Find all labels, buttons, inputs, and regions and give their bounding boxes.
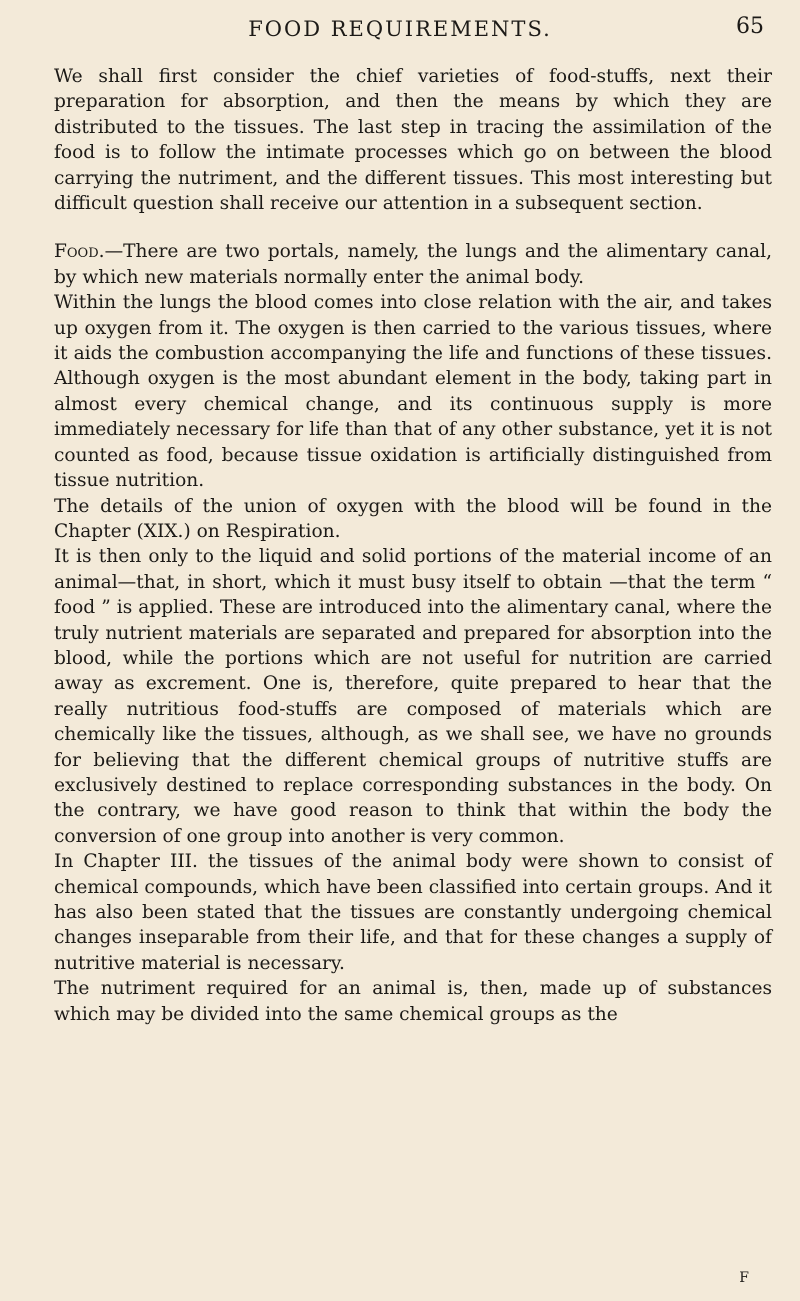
paragraph-nutriment: The nutriment required for an animal is, then, made up of substances which may be divided into the same chemical groups as the [54, 978, 772, 1025]
signature-mark: F [739, 1270, 749, 1286]
paragraph-chapter-three: In Chapter III. the tissues of the animal body were shown to consist of chemical compounds, which have been classified into certain groups. And it has also been stated that the tissues are constantly undergoing chemical changes inseparable from their life, and that for these changes a supply of nutritive material is necessary. [54, 851, 772, 974]
paragraph-oxygen: Within the lungs the blood comes into close relation with the air, and takes up oxygen from it. The oxygen is then carried to the various tissues, where it aids the combustion accompanying the life and functions of these tissues. Although oxygen is the most abundant element in the body, taking part in almost every chemical change, and its continuous supply is more immediately necessary for life than that of any other substance, yet it is not counted as food, because tissue oxidation is artificially distinguished from tissue nutrition. [54, 292, 772, 492]
paragraph-food-body: —There are two portals, namely, the lungs and the alimentary canal, by which new materials normally enter the animal body. [54, 241, 772, 288]
paragraph-intro: We shall first consider the chief varieties of food-stuffs, next their preparation for absorption, and then the means by which they are distributed to the tissues. The last step in tracing the assimilation of the food is to follow the intimate processes which go on between the blood carrying the nutriment, and the different tissues. This most interesting but difficult question shall receive our attention in a subsequent section. [54, 66, 772, 215]
paragraph-gap [54, 216, 772, 239]
body-text [54, 64, 772, 1027]
page-number: 65 [736, 14, 764, 39]
section-heading-food: Food. [54, 241, 105, 263]
paragraph-respiration-ref: The details of the union of oxygen with the blood will be found in the Chapter (XIX.) on Respiration. [54, 495, 772, 542]
running-title: FOOD REQUIREMENTS. [248, 17, 552, 41]
paragraph-food-term: It is then only to the liquid and solid portions of the material income of an animal—that, in short, which it must busy itself to obtain —that the term “ food ” is applied. These are introduced into the alimentary canal, where the truly nutrient materials are separated and prepared for absorption into the blood, while the portions which are not useful for nutrition are carried away as excrement. One is, therefore, quite prepared to hear that the really nutritious food-stuffs are composed of materials which are chemically like the tissues, although, as we shall see, we have no grounds for believing that the different chemical groups of nutritive stuffs are exclusively destined to replace corresponding substances in the body. On the contrary, we have good reason to think that within the body the conversion of one group into another is very common. [54, 546, 772, 847]
paragraph-food [54, 239, 772, 290]
